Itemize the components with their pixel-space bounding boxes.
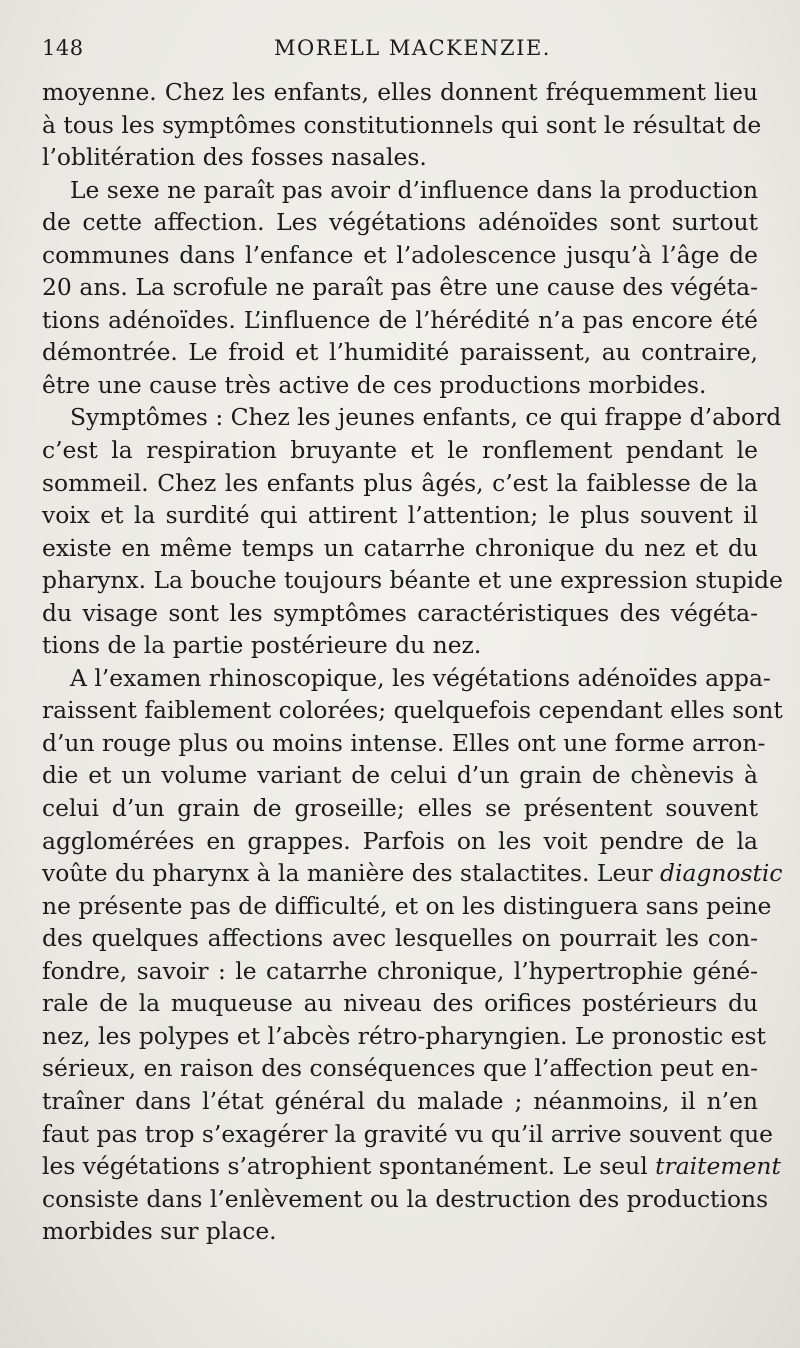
text-line: tions adénoïdes. L’influence de l’hérédité n’a pas encore été: [42, 305, 758, 334]
body-text: [42, 76, 783, 1248]
text-line: agglomérées en grappes. Parfois on les voit pendre de la: [42, 826, 758, 855]
text-line: du visage sont les symptômes caractéristiques des végéta-: [42, 598, 758, 627]
text-segment: voûte du pharynx à la manière des stalactites. Leur: [42, 859, 653, 888]
text-line: faut pas trop s’exagérer la gravité vu qu’il arrive souvent que: [42, 1119, 773, 1148]
text-line: moyenne. Chez les enfants, elles donnent fréquemment lieu: [42, 78, 758, 106]
text-line: traîner dans l’état général du malade ; néanmoins, il n’en: [42, 1086, 758, 1115]
text-line: existe en même temps un catarrhe chronique du nez et du: [42, 533, 758, 562]
text-line: sérieux, en raison des conséquences que l’affection peut en-: [42, 1054, 758, 1083]
text-line: 20 ans. La scrofule ne paraît pas être une cause des végéta-: [42, 273, 758, 302]
text-line: rale de la muqueuse au niveau des orifices postérieurs du: [42, 989, 758, 1018]
text-line: ne présente pas de difficulté, et on les distinguera sans peine: [42, 891, 772, 920]
text-line: tions de la partie postérieure du nez.: [42, 631, 482, 660]
text-line: d’un rouge plus ou moins intense. Elles ont une forme arron-: [42, 728, 766, 757]
text-line: c’est la respiration bruyante et le ronflement pendant le: [42, 436, 758, 465]
text-line: [42, 857, 783, 890]
text-line: voix et la surdité qui attirent l’attention; le plus souvent il: [42, 501, 758, 530]
text-line: celui d’un grain de groseille; elles se présentent souvent: [42, 794, 758, 823]
text-line: [42, 1150, 781, 1183]
text-line: morbides sur place.: [42, 1217, 277, 1246]
text-line: l’oblitération des fosses nasales.: [42, 143, 427, 172]
text-line: sommeil. Chez les enfants plus âgés, c’est la faiblesse de la: [42, 468, 758, 497]
text-line: fondre, savoir : le catarrhe chronique, l’hypertrophie géné-: [42, 956, 758, 985]
page-header: [42, 36, 762, 66]
text-line: raissent faiblement colorées; quelquefois cependant elles sont: [42, 696, 783, 725]
text-line: à tous les symptômes constitutionnels qui sont le résultat de: [42, 110, 762, 139]
text-line: consiste dans l’enlèvement ou la destruction des productions: [42, 1184, 769, 1213]
italic-term-traitement: traitement: [655, 1152, 781, 1181]
italic-term-diagnostic: diagnostic: [659, 859, 783, 888]
text-line: communes dans l’enfance et l’adolescence jusqu’à l’âge de: [42, 240, 758, 269]
text-line: Le sexe ne paraît pas avoir d’influence dans la production: [70, 175, 759, 204]
text-line: nez, les polypes et l’abcès rétro-pharyngien. Le pronostic est: [42, 1021, 766, 1050]
text-line: die et un volume variant de celui d’un grain de chènevis à: [42, 761, 758, 790]
text-line: pharynx. La bouche toujours béante et une expression stupide: [42, 566, 783, 595]
page-number: 148: [42, 36, 84, 60]
text-line: Symptômes : Chez les jeunes enfants, ce qui frappe d’abord: [70, 403, 782, 432]
text-line: démontrée. Le froid et l’humidité paraissent, au contraire,: [42, 338, 758, 367]
text-line: des quelques affections avec lesquelles on pourrait les con-: [42, 924, 758, 953]
text-line: de cette affection. Les végétations adénoïdes sont surtout: [42, 208, 758, 237]
text-line: A l’examen rhinoscopique, les végétations adénoïdes appa-: [70, 663, 771, 692]
text-line: être une cause très active de ces productions morbides.: [42, 370, 707, 399]
running-head: MORELL MACKENZIE.: [274, 36, 551, 60]
text-segment: les végétations s’atrophient spontanément. Le seul: [42, 1152, 648, 1181]
